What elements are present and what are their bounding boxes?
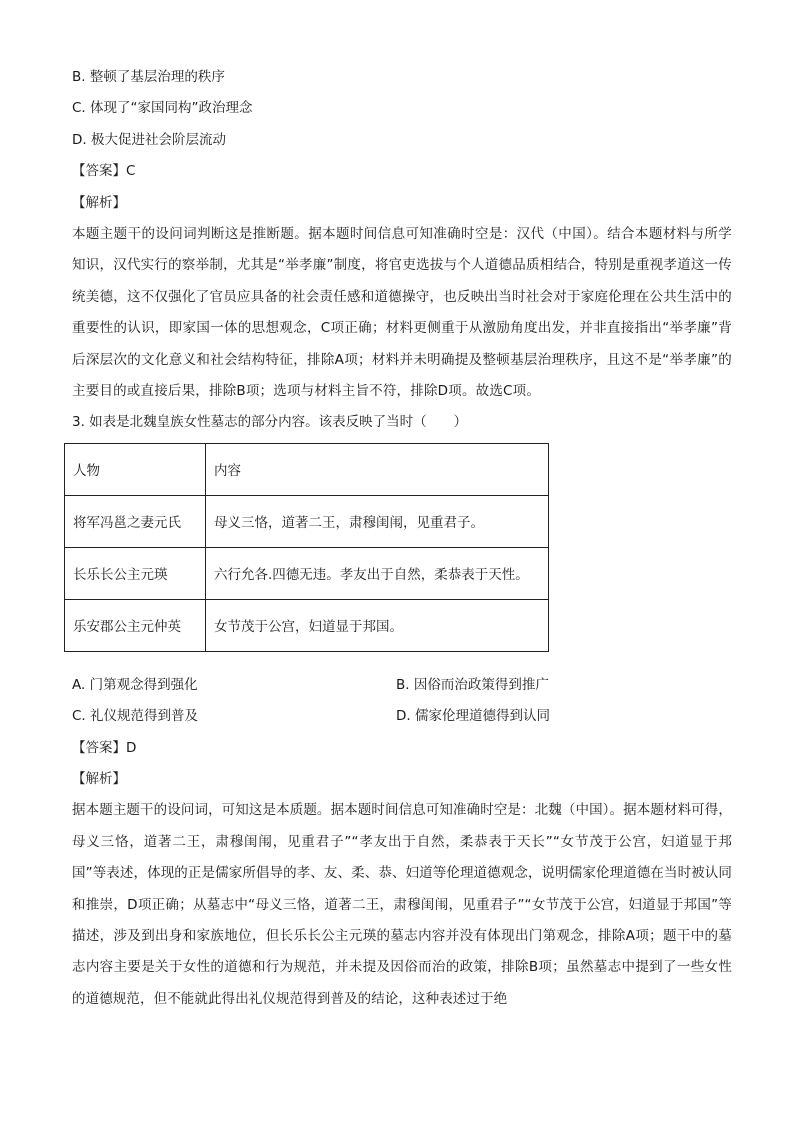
q3-analysis-text: 据本题主题干的设问词，可知这是本质题。据本题时间信息可知准确时空是：北魏（中国）。据本题材料可得，母义三恪，道著二王，肃穆闺闱，见重君子”“孝友出于自然，柔恭表于天长”“女节茂于公宫，妇道显于邦国”等表述，体现的正是儒家所倡导的孝、友、柔、恭、妇道等伦理道德观念，说明儒家伦理道德在当时被认同和推崇，D项正确；从墓志中“母义三恪，道著二王，肃穆闺闱，见重君子”“女节茂于公宫，妇道显于邦国”等描述，涉及到出身和家族地位，但长乐长公主元瑛的墓志内容并没有体现出门第观念，排除A项；题干中的墓志内容主要是关于女性的道德和行为规范，并未提及因俗而治的政策，排除B项；虽然墓志中提到了一些女性的道德规范，但不能就此得出礼仪规范得到普及的结论，这种表述过于绝 [72,802,732,1007]
table-cell-person: 乐安郡公主元仲英 [65,599,206,651]
q3-answer: 【答案】D [72,739,137,756]
q3-table [64,443,549,652]
table-cell-content: 六行允各.四德无违。孝友出于自然，柔恭表于天性。 [206,547,549,599]
q3-stem: 3. 如表是北魏皇族女性墓志的部分内容。该表反映了当时（ ） [72,414,468,431]
q3-option-a: A. 门第观念得到强化 [72,676,198,693]
q3-analysis-label: 【解析】 [72,770,126,787]
q2-option-b: B. 整顿了基层治理的秩序 [72,69,225,85]
q2-answer: 【答案】C [72,163,136,180]
document-page [72,62,732,1015]
q2-option-d: D. 极大促进社会阶层流动 [72,131,226,148]
table-header-row [65,443,549,495]
table-row [65,547,549,599]
table-header-cell: 内容 [206,443,549,495]
table-header-cell: 人物 [65,443,206,495]
q3-option-b: B. 因俗而治政策得到推广 [396,676,549,693]
q2-analysis-text: 本题主题干的设问词判断这是推断题。据本题时间信息可知准确时空是：汉代（中国）。结合本题材料与所学知识，汉代实行的察举制，尤其是“举孝廉”制度，将官吏选拔与个人道德品质相结合，特别是重视孝道这一传统美德，这不仅强化了官员应具备的社会责任感和道德操守，也反映出当时社会对于家庭伦理在公共生活中的重要性的认识，即家国一体的思想观念，C项正确；材料更侧重于从激励角度出发，并非直接指出“举孝廉”背后深层次的文化意义和社会结构特征，排除A项；材料并未明确提及整顿基层治理秩序，且这不是“举孝廉”的主要目的或直接后果，排除B项；选项与材料主旨不符，排除D项。故选C项。 [72,225,732,399]
q3-option-c: C. 礼仪规范得到普及 [72,708,199,725]
q2-analysis-label: 【解析】 [72,194,126,211]
table-row [65,495,549,547]
table-cell-person: 将军冯邕之妻元氏 [65,495,206,547]
q3-options [72,670,732,733]
table-cell-content: 女节茂于公宫，妇道显于邦国。 [206,599,549,651]
q3-option-d: D. 儒家伦理道德得到认同 [396,708,550,725]
table-cell-person: 长乐长公主元瑛 [65,547,206,599]
q2-option-c: C. 体现了“家国同构”政治理念 [72,100,253,117]
table-row [65,599,549,651]
table-cell-content: 母义三恪，道著二王，肃穆闺闱，见重君子。 [206,495,549,547]
